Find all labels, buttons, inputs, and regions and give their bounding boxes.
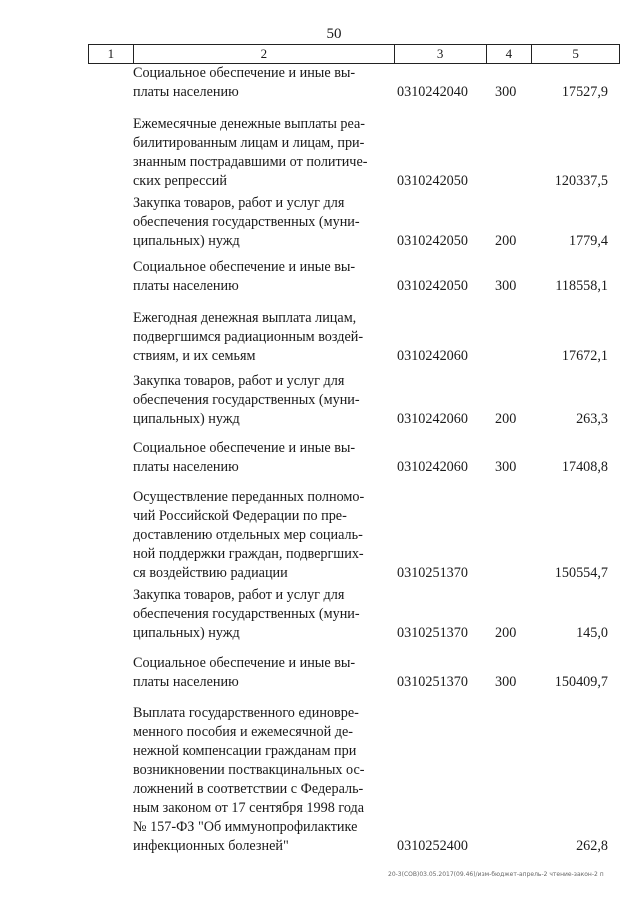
expense-type-code: 200: [495, 625, 517, 641]
amount-value: 263,3: [576, 411, 608, 427]
description-line: Закупка товаров, работ и услуг для: [133, 373, 345, 389]
description-line: Социальное обеспечение и иные вы-: [133, 65, 356, 81]
description-line: платы населению: [133, 84, 239, 100]
target-article-code: 0310242060: [397, 348, 468, 364]
expense-type-code: 300: [495, 84, 517, 100]
amount-value: 145,0: [576, 625, 608, 641]
description-line: Закупка товаров, работ и услуг для: [133, 587, 345, 603]
row-description: [133, 586, 385, 643]
description-line: подвергшимся радиационным воздей-: [133, 329, 364, 345]
description-line: № 157-ФЗ "Об иммунопрофилактике: [133, 819, 358, 835]
description-line: менного пособия и ежемесячной де-: [133, 724, 353, 740]
row-description: [133, 439, 385, 477]
description-line: Ежемесячные денежные выплаты реа-: [133, 116, 366, 132]
description-line: доставлению отдельных мер социаль-: [133, 527, 363, 543]
description-line: обеспечения государственных (муни-: [133, 214, 360, 230]
description-line: ным законом от 17 сентября 1998 года: [133, 800, 365, 816]
description-line: ципальных) нужд: [133, 411, 240, 427]
description-line: возникновении поствакцинальных ос-: [133, 762, 365, 778]
amount-value: 262,8: [576, 838, 608, 854]
description-line: Социальное обеспечение и иные вы-: [133, 259, 356, 275]
footer-doc-id: 20-3(СОВ)03.05.2017(09.46)/изм-бюджет-апрель-2 чтение-закон-2 п: [388, 871, 604, 878]
description-line: инфекционных болезней": [133, 838, 289, 854]
header-col-1: 1: [89, 45, 134, 63]
row-description: [133, 704, 385, 856]
amount-value: 17408,8: [561, 459, 608, 475]
description-line: ципальных) нужд: [133, 233, 240, 249]
amount-value: 17527,9: [561, 84, 608, 100]
description-line: ной поддержки граждан, подвергших-: [133, 546, 364, 562]
row-description: [133, 372, 385, 429]
description-line: ствиям, и их семьям: [133, 348, 256, 364]
description-line: Закупка товаров, работ и услуг для: [133, 195, 345, 211]
row-description: [133, 309, 385, 366]
row-description: [133, 258, 385, 296]
header-col-2: 2: [134, 45, 395, 63]
description-line: ся воздействию радиации: [133, 565, 288, 581]
target-article-code: 0310242050: [397, 278, 468, 294]
target-article-code: 0310242060: [397, 411, 468, 427]
row-description: [133, 194, 385, 251]
amount-value: 118558,1: [555, 278, 608, 294]
amount-value: 150554,7: [554, 565, 608, 581]
description-line: Социальное обеспечение и иные вы-: [133, 440, 356, 456]
target-article-code: 0310251370: [397, 674, 468, 690]
target-article-code: 0310242050: [397, 233, 468, 249]
target-article-code: 0310252400: [397, 838, 468, 854]
description-line: платы населению: [133, 459, 239, 475]
target-article-code: 0310242060: [397, 459, 468, 475]
description-line: Осуществление переданных полномо-: [133, 489, 365, 505]
page-number: 50: [326, 26, 342, 42]
header-col-3: 3: [395, 45, 487, 63]
row-description: [133, 115, 385, 191]
description-line: Ежегодная денежная выплата лицам,: [133, 310, 357, 326]
expense-type-code: 200: [495, 233, 517, 249]
expense-type-code: 300: [495, 459, 517, 475]
description-line: платы населению: [133, 674, 239, 690]
row-description: [133, 654, 385, 692]
description-line: обеспечения государственных (муни-: [133, 392, 360, 408]
row-description: [133, 64, 385, 102]
target-article-code: 0310251370: [397, 625, 468, 641]
description-line: знанным пострадавшими от политиче-: [133, 154, 368, 170]
description-line: ципальных) нужд: [133, 625, 240, 641]
description-line: Выплата государственного единовре-: [133, 705, 359, 721]
expense-type-code: 300: [495, 674, 517, 690]
amount-value: 150409,7: [554, 674, 608, 690]
target-article-code: 0310242050: [397, 173, 468, 189]
amount-value: 120337,5: [554, 173, 608, 189]
description-line: ложнений в соответствии с Федераль-: [133, 781, 364, 797]
description-line: ских репрессий: [133, 173, 227, 189]
row-description: [133, 488, 385, 583]
header-col-4: 4: [487, 45, 533, 63]
description-line: платы населению: [133, 278, 239, 294]
expense-type-code: 200: [495, 411, 517, 427]
description-line: чий Российской Федерации по пре-: [133, 508, 347, 524]
expense-type-code: 300: [495, 278, 517, 294]
description-line: нежной компенсации гражданам при: [133, 743, 357, 759]
target-article-code: 0310251370: [397, 565, 468, 581]
header-col-5: 5: [572, 46, 579, 61]
amount-value: 1779,4: [568, 233, 608, 249]
amount-value: 17672,1: [561, 348, 608, 364]
description-line: билитированным лицам и лицам, при-: [133, 135, 365, 151]
target-article-code: 0310242040: [397, 84, 468, 100]
description-line: обеспечения государственных (муни-: [133, 606, 360, 622]
table-header: [88, 44, 620, 64]
description-line: Социальное обеспечение и иные вы-: [133, 655, 356, 671]
